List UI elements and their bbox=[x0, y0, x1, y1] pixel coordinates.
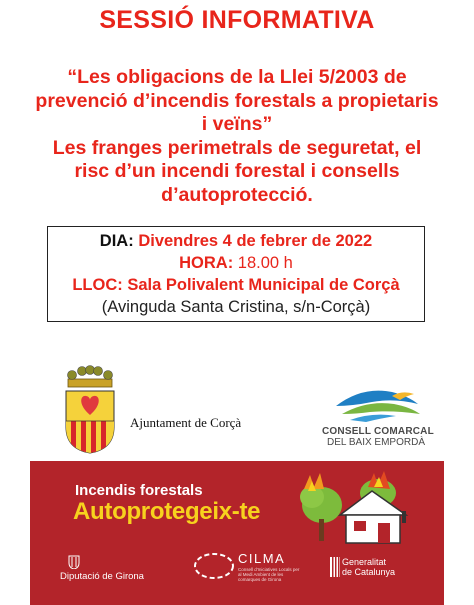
ajuntament-name: Ajuntament de Corçà bbox=[130, 415, 242, 430]
generalitat-logo bbox=[330, 557, 440, 587]
subtitle-line: prevenció d’incendis forestals a propietaris bbox=[35, 89, 439, 112]
cilma-ring-icon bbox=[192, 551, 236, 581]
generalitat-flag-icon bbox=[330, 557, 340, 577]
date-label: DIA: bbox=[99, 232, 134, 250]
banner-heading: Incendis forestals bbox=[75, 482, 203, 499]
event-info-box bbox=[47, 226, 425, 322]
diputacio-name: Diputació de Girona bbox=[60, 571, 144, 582]
cilma-description: Consell d'Iniciatives Locals per al Medi Ambient de les comarques de Girona bbox=[238, 567, 300, 582]
time-row bbox=[48, 252, 424, 274]
sponsors-footer bbox=[30, 549, 444, 605]
consell-name-line1: CONSELL COMARCAL bbox=[322, 426, 434, 437]
place-row bbox=[48, 274, 424, 296]
consell-comarcal-logo bbox=[322, 378, 434, 448]
cilma-name: CILMA bbox=[238, 551, 286, 566]
consell-name-line2: DEL BAIX EMPORDÀ bbox=[327, 437, 425, 448]
date-row bbox=[48, 230, 424, 252]
campaign-banner bbox=[30, 461, 444, 605]
generalitat-name bbox=[342, 557, 395, 577]
consell-landscape-icon bbox=[322, 378, 430, 426]
session-subtitle bbox=[20, 66, 454, 207]
coat-of-arms-icon bbox=[60, 365, 130, 455]
subtitle-line: i veïns” bbox=[201, 113, 273, 135]
subtitle-line: “Les obligacions de la Llei 5/2003 de bbox=[67, 66, 407, 88]
page-title: SESSIÓ INFORMATIVA bbox=[99, 6, 375, 34]
place-label: LLOC: bbox=[72, 276, 123, 294]
subtitle-line: Les franges perimetrals de seguretat, el bbox=[52, 136, 422, 159]
place-value: Sala Polivalent Municipal de Corçà bbox=[127, 276, 400, 294]
address: (Avinguda Santa Cristina, s/n-Corçà) bbox=[101, 298, 371, 316]
time-value: 18.00 h bbox=[237, 254, 293, 272]
generalitat-line2: de Catalunya bbox=[342, 567, 396, 577]
time-label: HORA: bbox=[179, 254, 234, 272]
diputacio-logo bbox=[60, 555, 170, 585]
subtitle-line: risc d’un incendi forestal i consells bbox=[74, 160, 400, 182]
cilma-logo bbox=[192, 549, 302, 589]
banner-slogan: Autoprotegeix-te bbox=[73, 498, 261, 525]
ajuntament-logo bbox=[60, 365, 240, 455]
generalitat-line1: Generalitat bbox=[342, 557, 387, 567]
burning-house-icon bbox=[282, 471, 432, 551]
diputacio-shield-icon bbox=[68, 555, 80, 569]
date-value: Divendres 4 de febrer de 2022 bbox=[138, 232, 373, 250]
subtitle-line: d’autoprotecció. bbox=[161, 183, 313, 206]
